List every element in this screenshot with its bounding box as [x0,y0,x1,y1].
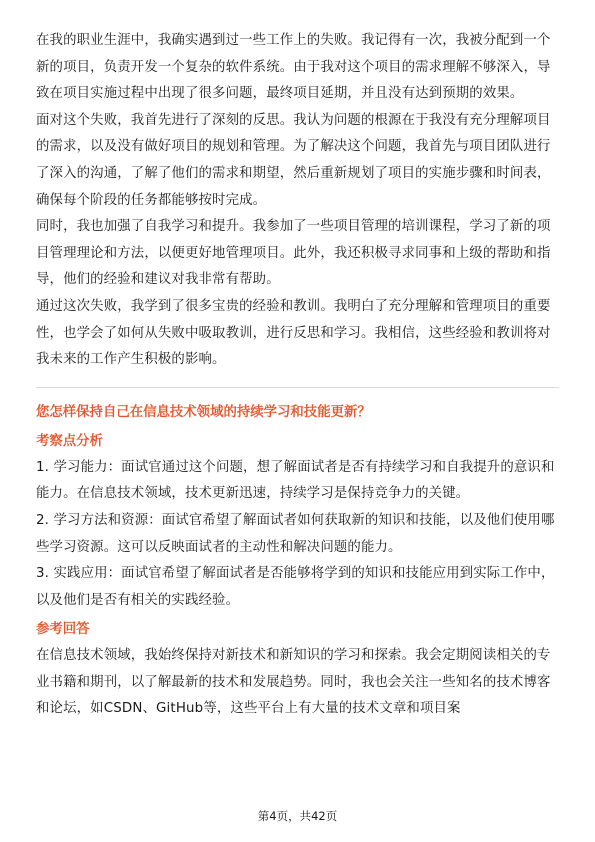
analysis-item-1: 1. 学习能力：面试官通过这个问题，想了解面试者是否有持续学习和自我提升的意识和能力。在信息技术领域，技术更新迅速，持续学习是保持竞争力的关键。 [36,459,555,502]
story-paragraph-1: 在我的职业生涯中，我确实遇到过一些工作上的失败。我记得有一次，我被分配到一个新的项目，负责开发一个复杂的软件系统。由于我对这个项目的需求理解不够深入，导致在项目实施过程中出现了很多问题，最终项目延期，并且没有达到预期的效果。 [36,33,551,102]
answer-heading: 参考回答 [36,622,90,638]
story-paragraph-2: 面对这个失败，我首先进行了深刻的反思。我认为问题的根源在于我没有充分理解项目的需求，以及没有做好项目的规划和管理。为了解决这个问题，我首先与项目团队进行了深入的沟通，了解了他们的需求和期望，然后重新规划了项目的实施步骤和时间表，确保每个阶段的任务都能够按时完成。 [36,112,551,208]
page-number: 第4页，共42页 [257,809,338,823]
analysis-heading: 考察点分析 [36,433,103,449]
analysis-item-2: 2. 学习方法和资源：面试官希望了解面试者如何获取新的知识和技能，以及他们使用哪些学习资源。这可以反映面试者的主动性和解决问题的能力。 [36,512,555,555]
section-divider [36,387,559,388]
story-paragraph-4: 通过这次失败，我学到了很多宝贵的经验和教训。我明白了充分理解和管理项目的重要性，也学会了如何从失败中吸取教训，进行反思和学习。我相信，这些经验和教训将对我未来的工作产生积极的影响。 [36,298,551,368]
question-title: 您怎样保持自己在信息技术领域的持续学习和技能更新？ [36,404,371,420]
answer-text: 在信息技术领域，我始终保持对新技术和新知识的学习和探索。我会定期阅读相关的专业书籍和期刊，以了解最新的技术和发展趋势。同时，我也会关注一些知名的技术博客和论坛，如CSDN、GitHub等，这些平台上有大量的技术文章和项目案 [36,648,551,717]
document-page [36,28,559,723]
story-paragraph-3: 同时，我也加强了自我学习和提升。我参加了一些项目管理的培训课程，学习了新的项目管理理论和方法，以便更好地管理项目。此外，我还积极寻求同事和上级的帮助和指导，他们的经验和建议对我非常有帮助。 [36,219,551,288]
analysis-item-3: 3. 实践应用：面试官希望了解面试者是否能够将学到的知识和技能应用到实际工作中，以及他们是否有相关的实践经验。 [36,566,555,608]
